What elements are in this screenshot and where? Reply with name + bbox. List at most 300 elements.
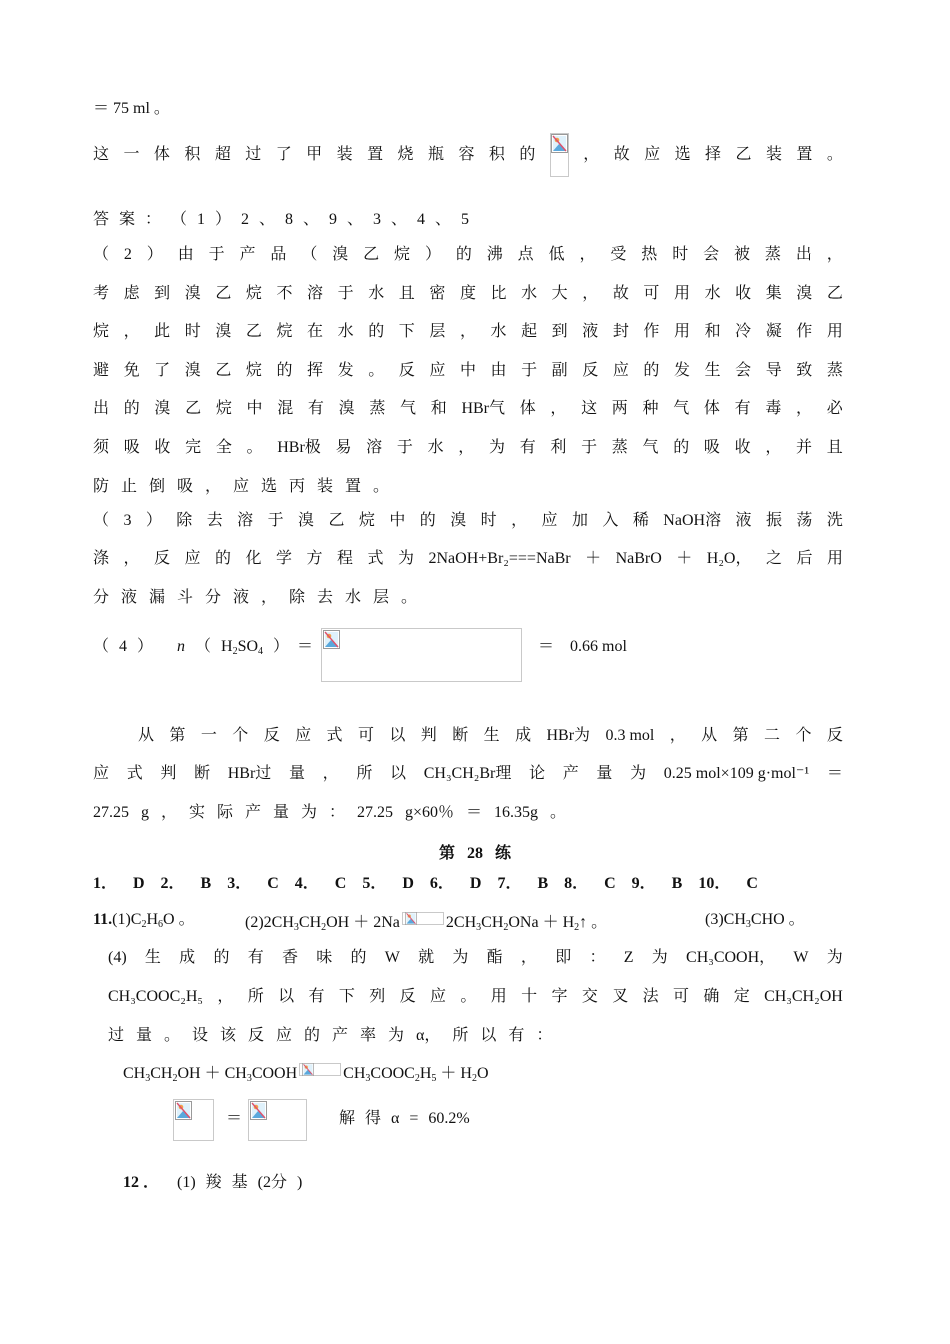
text-token: 程 [337, 550, 354, 567]
paragraph-3-line-2 [93, 551, 843, 567]
text-token: 体 [153, 146, 170, 163]
text-token: 成 [179, 949, 196, 966]
text-token: 气 [400, 400, 417, 417]
text-token: 。 [460, 988, 477, 1005]
paragraph-2-last: 防 止 倒 吸 ， 应 选 丙 装 置 。 [93, 478, 390, 495]
text-token: 吸 [703, 439, 720, 456]
text-token: 叉 [612, 988, 629, 1005]
text-token: 蒸 [369, 400, 386, 417]
text-token: 量 [596, 765, 613, 782]
text-token: 的 [215, 550, 232, 567]
text-token: 溴 [298, 512, 315, 529]
text-token: HBr气 [461, 400, 505, 417]
text-token: ， [520, 949, 537, 966]
text-token: NaBrO [615, 550, 662, 567]
text-token: 有 [247, 949, 264, 966]
text-token: 方 [306, 550, 323, 567]
text-token: 有 [307, 400, 324, 417]
text-token: 超 [214, 146, 231, 163]
fraction-image [550, 133, 569, 177]
text-token: 反 [154, 550, 171, 567]
text-token: 且 [826, 439, 843, 456]
p4-n: n [177, 638, 186, 655]
paragraph-2-line [93, 286, 843, 302]
text-token: 应 [184, 550, 201, 567]
text-token: 的 [419, 512, 436, 529]
text-token: 必 [826, 400, 843, 417]
text-token: 化 [245, 550, 262, 567]
text-token: ， [583, 146, 600, 163]
text-token: 十 [521, 988, 538, 1005]
q12-line [123, 1175, 302, 1191]
text-token: 从 [701, 727, 718, 744]
text-token: ： [589, 949, 606, 966]
text-token: 2 [123, 246, 132, 263]
text-token: 由 [177, 246, 194, 263]
text-token: 水 [427, 439, 444, 456]
text-token: 判 [420, 727, 437, 744]
text-token: 有 [308, 988, 325, 1005]
q11-part4-line-1 [108, 950, 843, 966]
formula-image [321, 628, 522, 682]
q11-line [93, 912, 195, 930]
q11-number: 11. [93, 911, 113, 928]
text-token: 应 [644, 146, 661, 163]
text-token: 确 [703, 988, 720, 1005]
text-token: 了 [154, 362, 171, 379]
broken-image-icon [403, 912, 419, 925]
text-token: HBr为 [546, 727, 591, 744]
text-token: 3 [123, 512, 132, 529]
text-token: 出 [795, 246, 812, 263]
text-token: 致 [796, 362, 813, 379]
paragraph-2-line [93, 324, 843, 340]
paragraph-3-line-3: 分 液 漏 斗 分 液 ， 除 去 水 层 。 [93, 589, 418, 606]
text-token: 。 [246, 439, 263, 456]
text-token: 除 [176, 512, 193, 529]
text-token: 应 [541, 512, 558, 529]
text-token: 为 [398, 550, 415, 567]
text-token: 被 [734, 246, 751, 263]
text-token: NaOH溶 [663, 512, 722, 529]
text-token: 个 [795, 727, 812, 744]
text-token: 溴 [184, 285, 201, 302]
text-token: 反 [398, 362, 415, 379]
text-token: 择 [705, 146, 722, 163]
text-token: 种 [642, 400, 659, 417]
text-token: 不 [276, 285, 293, 302]
text-token: 吸 [123, 439, 140, 456]
text-token: ， [582, 285, 599, 302]
text-token: 溴 [215, 323, 232, 340]
text-token: ， [796, 400, 813, 417]
text-token: 烷 [358, 512, 375, 529]
text-token: 冷 [735, 323, 752, 340]
text-token: 烷 [394, 246, 411, 263]
text-token: 论 [529, 765, 546, 782]
text-token: 所 [247, 988, 264, 1005]
p4-label: （ 4 ） [93, 638, 154, 655]
text-token: 反 [399, 988, 416, 1005]
text-token: 定 [733, 988, 750, 1005]
text-token: ， [579, 246, 596, 263]
text-token: 烧 [397, 146, 414, 163]
text-token: 第 [732, 727, 749, 744]
text-token: 发 [337, 362, 354, 379]
broken-image-icon [551, 134, 568, 153]
q11-part4-line-2 [108, 989, 843, 1005]
text-token: 于 [521, 362, 538, 379]
text-token: 蒸 [611, 439, 628, 456]
text-token: 式 [367, 550, 384, 567]
text-token: 后 [796, 550, 813, 567]
text-token: 入 [602, 512, 619, 529]
text-token: 完 [185, 439, 202, 456]
text-token: 考 [93, 285, 110, 302]
text-token: 一 [123, 146, 140, 163]
text-token: 烷 [245, 285, 262, 302]
text-token: 第 [169, 727, 186, 744]
text-token: 0.3 mol [605, 727, 655, 744]
text-token: 的 [643, 362, 660, 379]
text-token: 乙 [185, 400, 202, 417]
text-token: 学 [276, 550, 293, 567]
text-token: 烷 [215, 400, 232, 417]
text-token: 以 [278, 988, 295, 1005]
text-token: 于 [581, 439, 598, 456]
text-token: 字 [551, 988, 568, 1005]
text-token: 式 [126, 765, 143, 782]
text-token: 副 [551, 362, 568, 379]
text-token: 溶 [366, 439, 383, 456]
text-token: 作 [796, 323, 813, 340]
text-token: 就 [418, 949, 435, 966]
text-token: 应 [429, 988, 446, 1005]
text-token: 烷 [245, 362, 262, 379]
text-token: 应 [93, 765, 110, 782]
text-token: 挥 [307, 362, 324, 379]
text-token: 溴 [796, 285, 813, 302]
text-token: 装 [336, 146, 353, 163]
answer-line: 答 案 ： （ 1 ） 2 、 8 、 9 、 3 、 4 、 5 [93, 211, 470, 228]
line-flask-choice [93, 147, 843, 191]
text-token: 层 [429, 323, 446, 340]
text-token: 所 [356, 765, 373, 782]
text-token: 个 [232, 727, 249, 744]
text-token: 。 [826, 146, 843, 163]
q12-number: 12 ． [123, 1174, 160, 1191]
text-token: 水 [704, 285, 721, 302]
text-token: 乙 [826, 285, 843, 302]
text-token: 溴 [332, 246, 349, 263]
paragraph-2-line [93, 363, 843, 379]
text-token: 水 [490, 323, 507, 340]
text-token: 热 [641, 246, 658, 263]
broken-image-icon [300, 1063, 316, 1076]
text-token: 发 [673, 362, 690, 379]
text-token: 应 [295, 727, 312, 744]
text-token: HBr极 [277, 439, 321, 456]
text-token: W [793, 949, 809, 966]
text-token: 溶 [307, 285, 324, 302]
text-token: ， [123, 550, 140, 567]
text-token: 去 [206, 512, 223, 529]
text-token: 产 [562, 765, 579, 782]
paragraph-5-line-3: 27.25 g ， 实 际 产 量 为 ： 27.25 g×60％ ＝ 16.35g 。 [93, 804, 567, 821]
text-token: 蒸 [764, 246, 781, 263]
text-token: 时 [184, 323, 201, 340]
text-token: 断 [452, 727, 469, 744]
text-token: 溴 [184, 362, 201, 379]
text-token: 到 [551, 323, 568, 340]
text-token: 易 [335, 439, 352, 456]
text-token: 0.25 mol×109 g·mol⁻¹ [663, 765, 810, 782]
paragraph-5-line-2 [93, 766, 843, 782]
q11-part2: $(2)2CH_3CH_2OH + 2Na$ $2CH_3CH_2ONa$ ＋ $H_2↑$ 。 [245, 914, 608, 933]
text-token: 积 [488, 146, 505, 163]
text-token: 乙 [215, 362, 232, 379]
text-token: 2NaOH+Br₂===NaBr [428, 550, 571, 567]
text-token: 水 [337, 323, 354, 340]
mc-answers: 1． D 2． B 3． C 4． C 5． D 6． D 7． B 8． C 9． B 10． C [93, 875, 758, 892]
text-token: ， [669, 727, 686, 744]
text-token: 密 [429, 285, 446, 302]
text-token: 乙 [363, 246, 380, 263]
text-token: 用 [826, 550, 843, 567]
section-title: 第 28 练 [438, 845, 511, 862]
text-token: 下 [338, 988, 355, 1005]
text-token: 用 [673, 323, 690, 340]
paragraph-5-line-1 [138, 728, 843, 744]
text-token: ， [550, 400, 567, 417]
text-token: ， [511, 512, 528, 529]
broken-image-icon [250, 1101, 267, 1120]
text-token: 有 [734, 400, 751, 417]
text-token: CH₃CH₂Br理 [423, 765, 512, 782]
text-token: 列 [369, 988, 386, 1005]
text-token: 混 [277, 400, 294, 417]
text-token: 即 [555, 949, 572, 966]
text-token: 成 [515, 727, 532, 744]
text-token: 溶 [237, 512, 254, 529]
text-token: 法 [642, 988, 659, 1005]
text-token: 作 [643, 323, 660, 340]
broken-image-icon [175, 1101, 192, 1120]
text-token: 利 [550, 439, 567, 456]
text-token: 的 [276, 362, 293, 379]
arrow-image [402, 912, 444, 925]
text-token: 收 [734, 439, 751, 456]
text-token: 的 [123, 400, 140, 417]
text-token: 可 [643, 285, 660, 302]
text-token: 香 [281, 949, 298, 966]
text-token: 中 [389, 512, 406, 529]
text-token: 水 [521, 285, 538, 302]
text-token: ＝ [826, 765, 843, 782]
text-token: 的 [368, 323, 385, 340]
q11-part4-line-3: 过 量 。 设 该 反 应 的 产 率 为 α， 所 以 有 ： [108, 1027, 553, 1044]
text-token: 应 [429, 362, 446, 379]
text-token: 蒸 [826, 362, 843, 379]
equilibrium-image [299, 1063, 341, 1076]
text-token: 下 [398, 323, 415, 340]
q11-part3: $(3)CH_3CHO$ 。 [705, 911, 805, 930]
text-token: 判 [160, 765, 177, 782]
text-token: 中 [459, 362, 476, 379]
text-token: 从 [138, 727, 155, 744]
text-token: 于 [267, 512, 284, 529]
text-token: 于 [337, 285, 354, 302]
text-token: 积 [184, 146, 201, 163]
text-token: 酯 [486, 949, 503, 966]
text-token: 产 [239, 246, 256, 263]
text-token: 溴 [154, 400, 171, 417]
text-token: 式 [326, 727, 343, 744]
text-token: 反 [263, 727, 280, 744]
text-token: 溴 [338, 400, 355, 417]
text-token: 有 [519, 439, 536, 456]
paragraph-2-line [93, 440, 843, 456]
paragraph-4-label [93, 639, 313, 657]
text-token: 为 [452, 949, 469, 966]
text-token: H₂O， [706, 550, 752, 567]
text-token: 到 [154, 285, 171, 302]
text-token: 的 [213, 949, 230, 966]
text-token: 虑 [123, 285, 140, 302]
text-token: 时 [480, 512, 497, 529]
text-token: ， [459, 323, 476, 340]
text-token: 稀 [632, 512, 649, 529]
text-token: 之 [765, 550, 782, 567]
q12-answer: (1) 羧 基 (2分 ) [177, 1174, 303, 1191]
text-token: 起 [521, 323, 538, 340]
text-token: 振 [765, 512, 782, 529]
text-token: 于 [208, 246, 225, 263]
text-token: 这 [581, 400, 598, 417]
text-token: 且 [398, 285, 415, 302]
text-token: 容 [458, 146, 475, 163]
text-token: 为 [488, 439, 505, 456]
text-token: 导 [765, 362, 782, 379]
text-token: 瓶 [427, 146, 444, 163]
broken-image-icon [323, 630, 340, 649]
text-token: 烷 [93, 323, 110, 340]
text-token: ， [217, 988, 234, 1005]
text-token: 的 [350, 949, 367, 966]
esterification-equation: $CH_3CH_2OH$ ＋ $CH_3COOH$ $CH_3COOC_2H_5 + H_2O$ [123, 1065, 489, 1084]
text-token: CH₃CH₂OH [764, 988, 843, 1005]
text-token: （ [93, 246, 110, 263]
equals-sign: ＝ [226, 1110, 243, 1127]
p4-result: ＝ 0.66 mol [538, 638, 627, 655]
text-token: 的 [519, 146, 536, 163]
text-token: 免 [123, 362, 140, 379]
text-token: 溴 [450, 512, 467, 529]
text-token: 加 [571, 512, 588, 529]
text-token: 以 [390, 765, 407, 782]
text-token: ） [424, 246, 441, 263]
ratio-image-right [248, 1099, 307, 1141]
text-token: (4) [108, 949, 127, 966]
paragraph-2-line [93, 247, 843, 263]
text-token: 避 [93, 362, 110, 379]
text-token: 大 [551, 285, 568, 302]
text-token: CH₃COOC₂H₅ [108, 988, 203, 1005]
text-token: 毒 [765, 400, 782, 417]
text-token: 沸 [486, 246, 503, 263]
text-token: 并 [796, 439, 813, 456]
text-token: 由 [490, 362, 507, 379]
text-token: 封 [612, 323, 629, 340]
text-token: 涤 [93, 550, 110, 567]
text-token: 量 [288, 765, 305, 782]
text-token: ， [765, 439, 782, 456]
text-token: 反 [582, 362, 599, 379]
text-token: 烷 [276, 323, 293, 340]
text-token: 液 [735, 512, 752, 529]
text-token: 在 [307, 323, 324, 340]
text-token: 为 [826, 949, 843, 966]
text-token: 荡 [796, 512, 813, 529]
text-token: 点 [517, 246, 534, 263]
text-token: 可 [672, 988, 689, 1005]
text-token: 度 [459, 285, 476, 302]
text-token: 的 [673, 439, 690, 456]
text-token: 用 [673, 285, 690, 302]
text-token: ， [123, 323, 140, 340]
text-token: 中 [246, 400, 263, 417]
ratio-image-left [173, 1099, 214, 1141]
text-token: 和 [430, 400, 447, 417]
text-token: 以 [389, 727, 406, 744]
text-token: ＋ [585, 550, 602, 567]
text-token: HBr过 [227, 765, 272, 782]
text-token: 全 [215, 439, 232, 456]
text-token: ＋ [676, 550, 693, 567]
text-token: 一 [200, 727, 217, 744]
text-token: ， [458, 439, 475, 456]
text-token: 二 [764, 727, 781, 744]
text-token: 故 [612, 285, 629, 302]
text-token: 了 [275, 146, 292, 163]
text-token: 于 [396, 439, 413, 456]
text-token: 会 [735, 362, 752, 379]
text-token: 故 [613, 146, 630, 163]
text-token: ， [826, 246, 843, 263]
text-token: 这 [93, 146, 110, 163]
text-token: 。 [368, 362, 385, 379]
text-token: 生 [144, 949, 161, 966]
p4-h2so4: （ $H_2SO_4$ ） ＝ [195, 638, 314, 657]
text-token: 时 [672, 246, 689, 263]
solve-result: 解 得 α = 60.2% [339, 1110, 470, 1127]
text-token: 生 [483, 727, 500, 744]
text-token: 断 [194, 765, 211, 782]
text-token: 体 [703, 400, 720, 417]
text-token: 应 [612, 362, 629, 379]
text-token: 装 [765, 146, 782, 163]
text-token: 为 [630, 765, 647, 782]
text-token: 生 [704, 362, 721, 379]
text-token: 受 [610, 246, 627, 263]
text-token: 须 [93, 439, 110, 456]
text-token: 会 [703, 246, 720, 263]
text-token: 洗 [826, 512, 843, 529]
text-token: 液 [582, 323, 599, 340]
text-token: 收 [154, 439, 171, 456]
text-token: 比 [490, 285, 507, 302]
text-token: 此 [154, 323, 171, 340]
